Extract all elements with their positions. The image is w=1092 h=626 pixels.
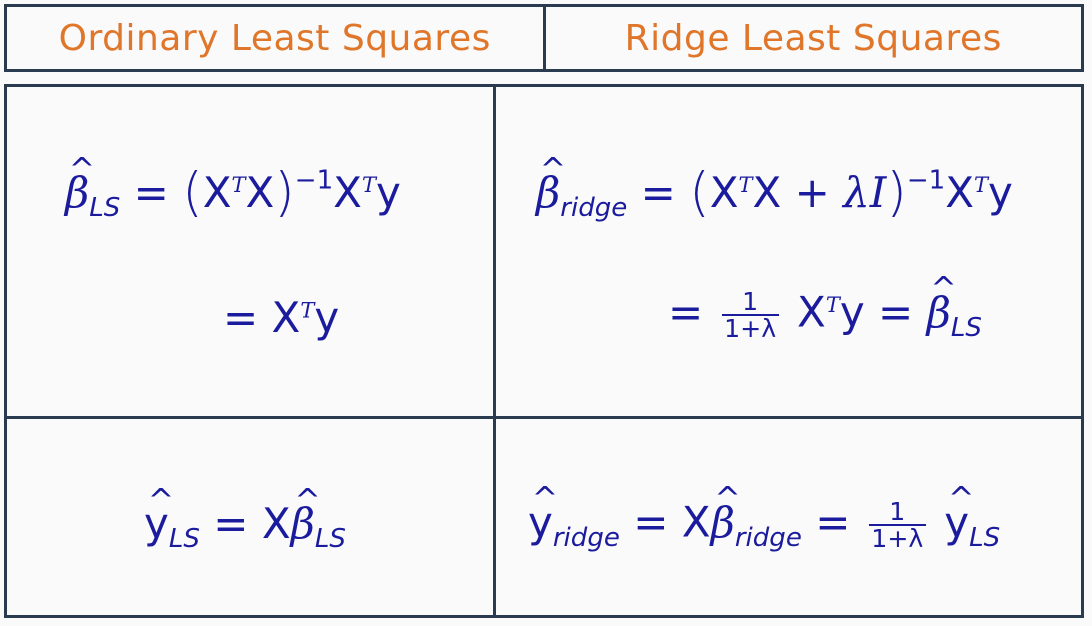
ols-yhat-equation: ^ $y_{LS}$ = X^ $\beta_{LS}$	[144, 503, 346, 552]
header-row	[4, 4, 1084, 72]
fraction-one-over-one-plus-lambda: $\frac{1}{1+\lambda}$	[869, 499, 926, 551]
ridge-beta-equation-line2: = $\frac{1}{1+\lambda}$ $X^Ty$ = ^ $\beta_{LS}$	[668, 289, 982, 341]
header-ridge: Ridge Least Squares	[543, 7, 1082, 69]
ridge-beta-equation: ^ $\beta_{ridge} = (X^TX + \lambda I)^{-1}X^Ty$	[536, 167, 1013, 221]
ols-beta-cell	[7, 87, 493, 416]
ridge-yhat-cell	[493, 416, 1081, 615]
ols-beta-equation: ^ $\beta_{LS} = (X^TX)^{-1}X^Ty$	[65, 167, 401, 221]
ridge-beta-cell	[493, 87, 1081, 416]
ols-beta-equation-line2: = $X^Ty$	[223, 293, 340, 342]
ridge-yhat-equation: ^ $y_{ridge}$ = X^ $\beta_{ridge}$ = $\frac{1}{1+\lambda}$ ^ $y_{LS}$	[528, 499, 1000, 551]
comparison-table	[4, 84, 1084, 618]
header-ols: Ordinary Least Squares	[58, 17, 491, 59]
fraction-one-over-one-plus-lambda: $\frac{1}{1+\lambda}$	[722, 289, 779, 341]
ols-yhat-cell	[7, 416, 493, 615]
